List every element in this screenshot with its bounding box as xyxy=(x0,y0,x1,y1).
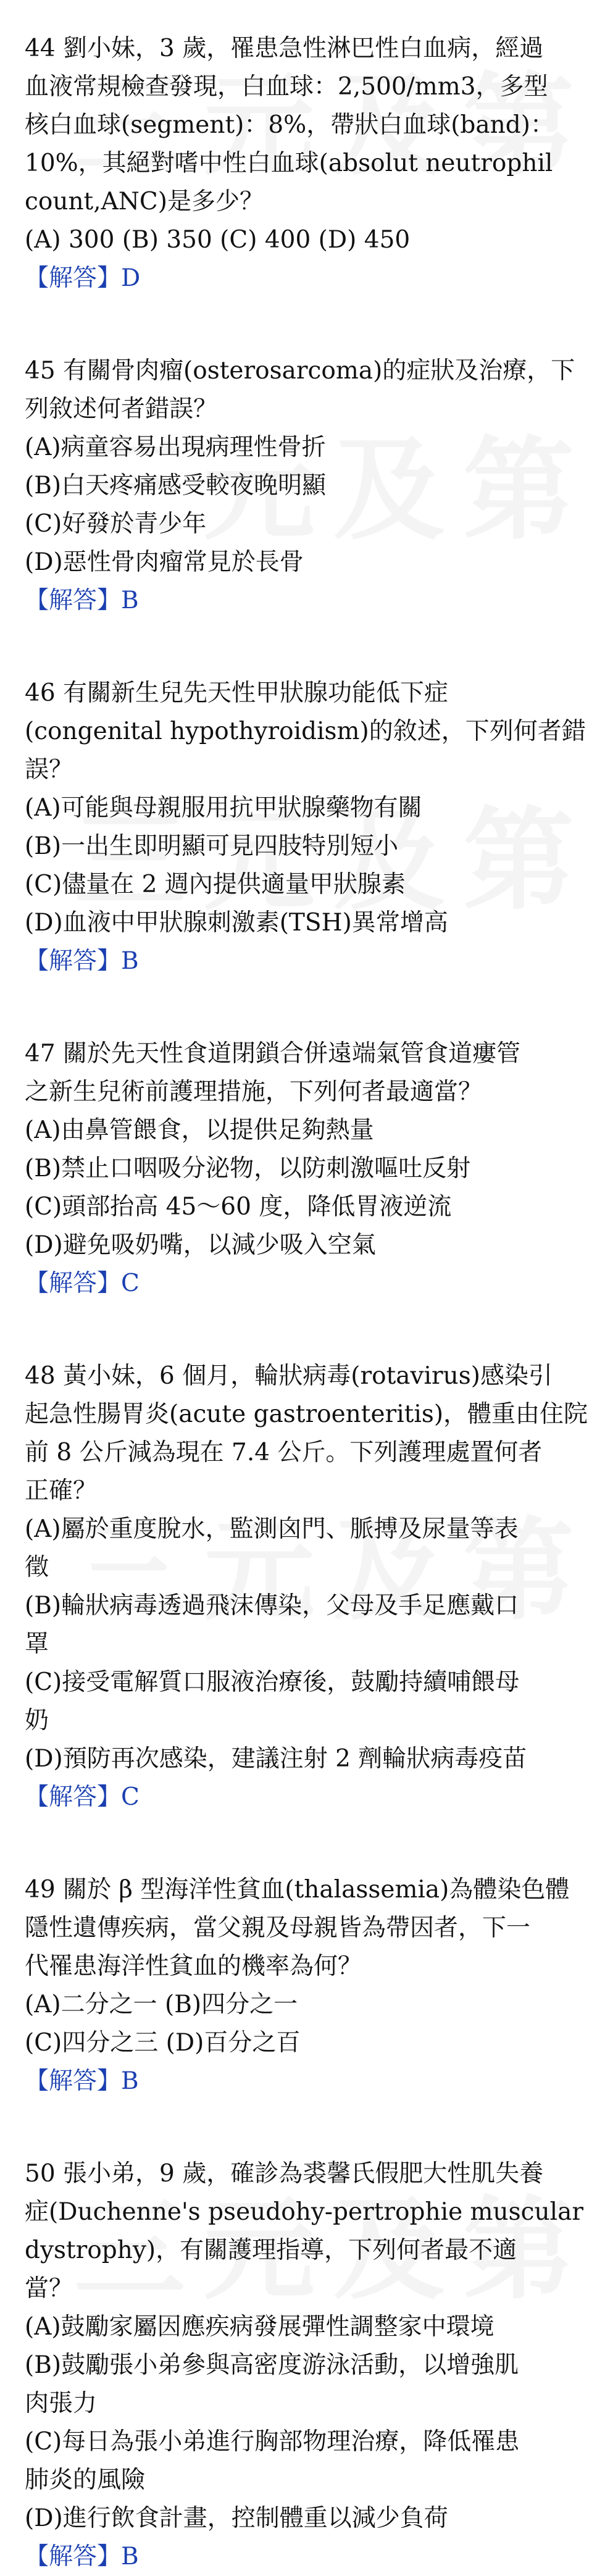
question-line: (B)鼓勵張小弟參與高密度游泳活動，以增強肌 xyxy=(25,2351,519,2379)
answer-label: 【解答】B xyxy=(25,947,139,975)
question-line: 10%，其絕對嗜中性白血球(absolut neutrophil xyxy=(25,149,553,177)
question-block xyxy=(25,352,580,620)
question-line: (C)四分之三 (D)百分之百 xyxy=(25,2029,301,2057)
question-line: 罩 xyxy=(25,1630,49,1658)
answer-label: 【解答】C xyxy=(25,1783,140,1811)
question-line: 誤？ xyxy=(25,756,73,784)
question-line: 47 關於先天性食道閉鎖合併遠端氣管食道瘻管 xyxy=(25,1040,521,1068)
answer-label: 【解答】C xyxy=(25,1269,140,1297)
question-line: (A)可能與母親服用抗甲狀腺藥物有關 xyxy=(25,794,422,822)
question-line: 正確？ xyxy=(25,1477,98,1505)
question-line: 代罹患海洋性貧血的機率為何？ xyxy=(25,1952,362,1980)
question-line: 隱性遺傳疾病，當父親及母親皆為帶因者，下一 xyxy=(25,1914,531,1942)
question-line: (D)惡性骨肉瘤常見於長骨 xyxy=(25,548,304,576)
question-block xyxy=(25,1871,580,2101)
question-line: (A) 300 (B) 350 (C) 400 (D) 450 xyxy=(25,226,411,254)
question-line: (A)由鼻管餵食，以提供足夠熱量 xyxy=(25,1116,374,1144)
question-line: (A)二分之一 (B)四分之一 xyxy=(25,1991,298,2018)
question-line: (D)預防再次感染，建議注射 2 劑輪狀病毒疫苗 xyxy=(25,1745,527,1773)
question-line: (C)頭部抬高 45～60 度，降低胃液逆流 xyxy=(25,1193,452,1221)
question-block xyxy=(25,1357,588,1817)
question-line: 45 有關骨肉瘤(osterosarcoma)的症狀及治療，下 xyxy=(25,357,575,385)
answer-label: 【解答】B xyxy=(25,587,139,614)
question-line: 肉張力 xyxy=(25,2390,98,2417)
answer-label: 【解答】B xyxy=(25,2067,139,2095)
question-line: 當？ xyxy=(25,2275,73,2302)
question-gap xyxy=(25,2101,580,2155)
question-line: 起急性腸胃炎(acute gastroenteritis)，體重由住院 xyxy=(25,1400,588,1428)
question-line: 48 黃小妹，6 個月，輪狀病毒(rotavirus)感染引 xyxy=(25,1362,553,1390)
question-block xyxy=(25,30,580,298)
question-line: (A)鼓勵家屬因應疾病發展彈性調整家中環境 xyxy=(25,2313,494,2341)
question-line: 50 張小弟，9 歲，確診為裘馨氏假肥大性肌失養 xyxy=(25,2160,544,2188)
answer-label: 【解答】B xyxy=(25,2543,139,2570)
question-line: (C)接受電解質口服液治療後，鼓勵持續哺餵母 xyxy=(25,1668,520,1696)
question-line: (B)輪狀病毒透過飛沫傳染，父母及手足應戴口 xyxy=(25,1592,519,1620)
question-line: (C)每日為張小弟進行胸部物理治療，降低罹患 xyxy=(25,2428,520,2456)
question-line: (D)避免吸奶嘴，以減少吸入空氣 xyxy=(25,1231,376,1259)
question-line: 列敘述何者錯誤？ xyxy=(25,395,218,423)
question-line: 之新生兒術前護理措施，下列何者最適當？ xyxy=(25,1078,483,1106)
question-line: dystrophy)，有關護理指導，下列何者最不適 xyxy=(25,2236,517,2264)
question-line: (D)進行飲食計畫，控制體重以減少負荷 xyxy=(25,2504,448,2532)
question-block xyxy=(25,2155,583,2576)
question-line: (B)白天疼痛感受較夜晚明顯 xyxy=(25,472,327,500)
question-gap xyxy=(25,981,580,1035)
question-block xyxy=(25,674,586,981)
question-line: 49 關於 β 型海洋性貧血(thalassemia)為體染色體 xyxy=(25,1876,570,1904)
answer-label: 【解答】D xyxy=(25,264,141,292)
question-gap xyxy=(25,620,580,674)
question-gap xyxy=(25,298,580,352)
question-line: 肺炎的風險 xyxy=(25,2466,146,2494)
question-line: (C)好發於青少年 xyxy=(25,510,207,538)
question-line: (B)一出生即明顯可見四肢特別短小 xyxy=(25,832,399,860)
question-line: count,ANC)是多少？ xyxy=(25,188,264,215)
question-line: 前 8 公斤減為現在 7.4 公斤。下列護理處置何者 xyxy=(25,1439,543,1466)
question-block xyxy=(25,1035,580,1303)
question-line: (congenital hypothyroidism)的敘述，下列何者錯 xyxy=(25,717,586,745)
question-line: 血液常規檢查發現，白血球：2,500/mm3，多型 xyxy=(25,73,548,101)
question-gap xyxy=(25,1303,580,1357)
question-line: 46 有關新生兒先天性甲狀腺功能低下症 xyxy=(25,679,449,707)
question-line: 44 劉小妹，3 歲，罹患急性淋巴性白血病，經過 xyxy=(25,35,544,62)
question-line: 徵 xyxy=(25,1554,49,1581)
question-line: (C)儘量在 2 週內提供適量甲狀腺素 xyxy=(25,871,406,898)
question-line: 症(Duchenne's pseudohy-pertrophie muscular xyxy=(25,2198,583,2226)
question-gap xyxy=(25,1817,580,1871)
question-line: (A)病童容易出現病理性骨折 xyxy=(25,433,326,461)
question-line: (D)血液中甲狀腺刺激素(TSH)異常增高 xyxy=(25,909,448,937)
question-line: 核白血球(segment)：8%，帶狀白血球(band)： xyxy=(25,111,554,139)
question-line: (B)禁止口咽吸分泌物，以防刺激嘔吐反射 xyxy=(25,1155,471,1182)
question-line: 奶 xyxy=(25,1707,49,1734)
question-line: (A)屬於重度脫水，監測囟門、脈搏及尿量等表 xyxy=(25,1515,519,1543)
